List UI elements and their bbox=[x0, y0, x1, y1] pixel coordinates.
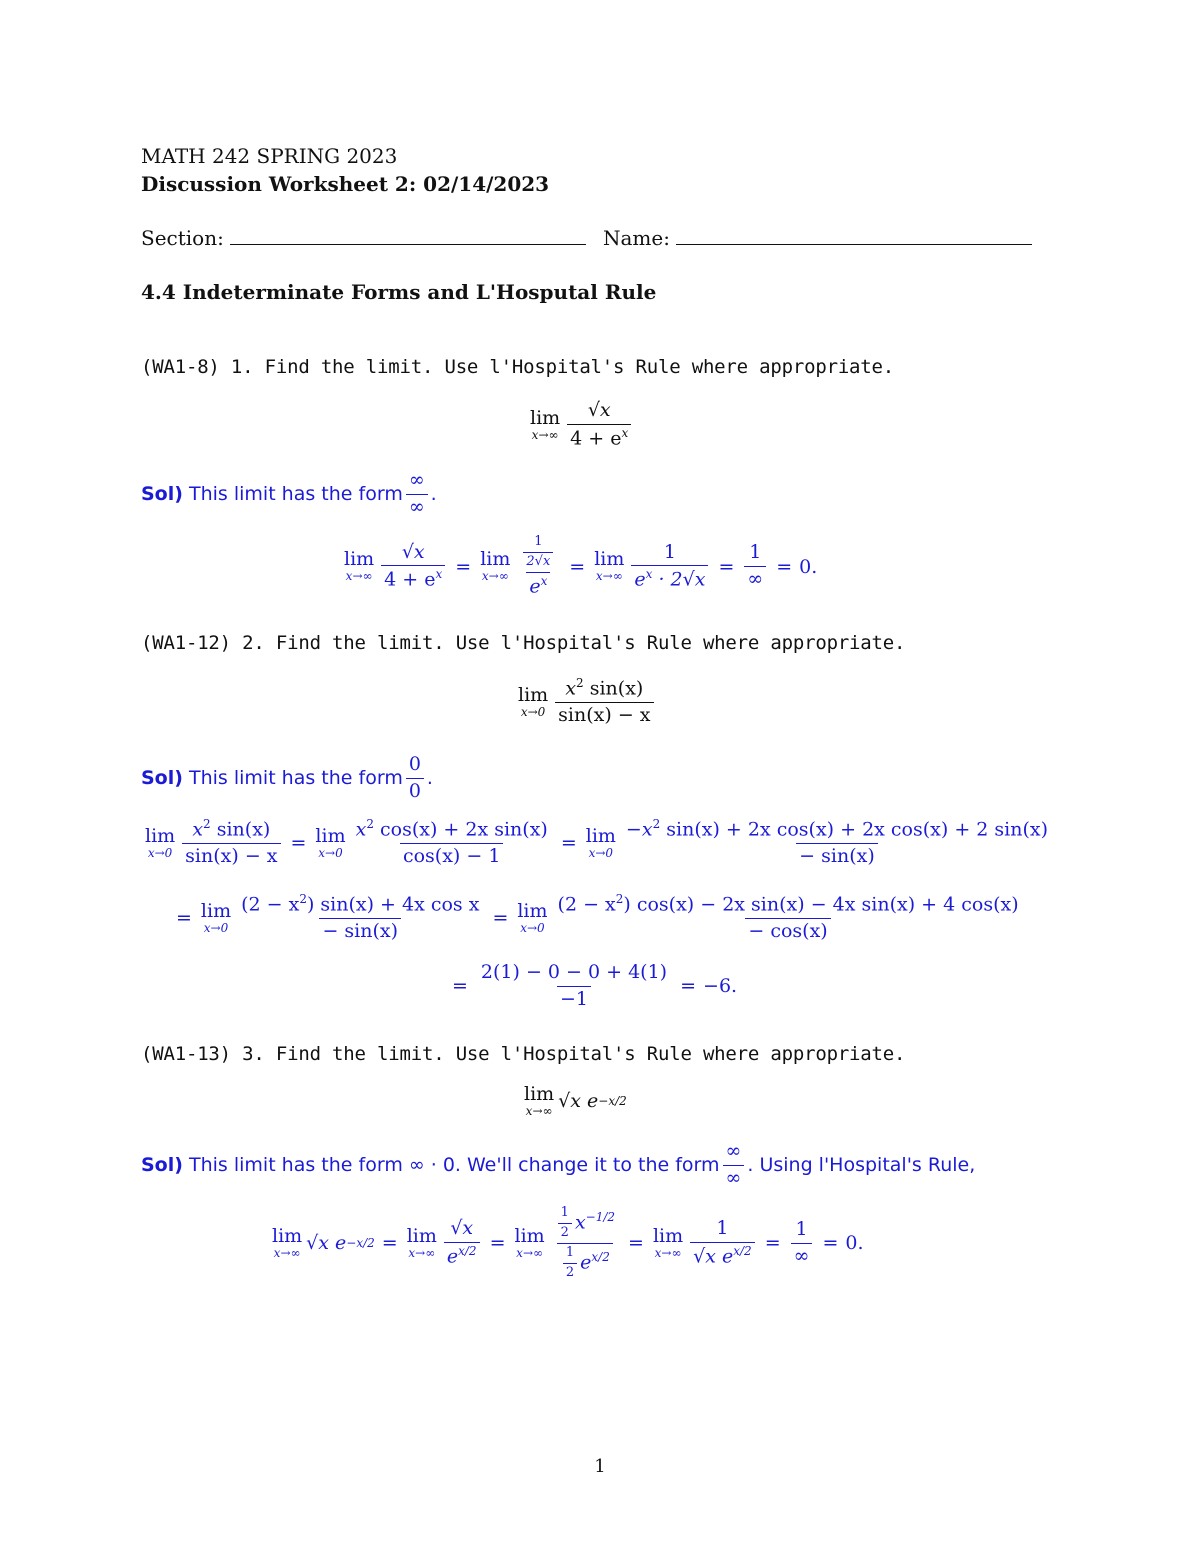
problem-1-expression: lim x→∞ $\frac{√x}{4 + e^x}$ bbox=[528, 400, 634, 450]
problem-2-solution-line-1: lim x→0 $\frac{x^2 \sin(x)}{\sin(x) - x}$ = lim x→0 $\frac{x^2 \cos(x) + 2x \sin(x)}{\cos(x) - 1}$ = lim x→0 $\frac{-x^2 \sin(x) + 2x \cos(x) + 2x \cos(x) + 2 \sin(x)}{- \sin(x)}$ bbox=[145, 817, 1049, 868]
problem-2-solution-intro: Sol) This limit has the form $\frac{0}{0}$ . bbox=[141, 753, 433, 802]
problem-3-prompt: (WA1-13) 3. Find the limit. Use l'Hospital's Rule where appropriate. bbox=[141, 1043, 906, 1065]
course-title: MATH 242 SPRING 2023 bbox=[141, 144, 398, 168]
problem-1-prompt: (WA1-8) 1. Find the limit. Use l'Hospital's Rule where appropriate. bbox=[141, 356, 895, 378]
problem-2-solution-line-2: = lim x→0 $\frac{(2 - x^2) \sin(x) + 4x \cos x}{- \sin(x)}$ = lim x→0 $\frac{(2 - x^2) \cos(x) - 2x \sin(x) - 4x \sin(x) + 4 \cos(x)}{- \cos(x)}$ bbox=[176, 892, 1019, 943]
name-field[interactable] bbox=[603, 226, 1032, 250]
problem-2-prompt: (WA1-12) 2. Find the limit. Use l'Hospital's Rule where appropriate. bbox=[141, 632, 906, 654]
section-blank[interactable] bbox=[230, 243, 586, 245]
section-heading: 4.4 Indeterminate Forms and L'Hosputal Rule bbox=[141, 280, 657, 304]
problem-2-solution-line-3: = $\frac{2(1) - 0 - 0 + 4(1)}{-1}$ = −6. bbox=[452, 961, 738, 1010]
section-field[interactable] bbox=[141, 226, 586, 250]
problem-1-solution-intro: Sol) This limit has the form $\frac{\infty}{\infty}$ . bbox=[141, 469, 437, 518]
worksheet-title: Discussion Worksheet 2: 02/14/2023 bbox=[141, 172, 550, 196]
name-blank[interactable] bbox=[676, 243, 1032, 245]
problem-2-expression: lim x→0 $\frac{x^2 \sin(x)}{\sin(x) - x}$ bbox=[516, 677, 657, 727]
name-label: Name: bbox=[603, 226, 670, 250]
page-number: 1 bbox=[594, 1456, 606, 1477]
problem-1-solution: lim x→∞ $\frac{√x}{4 + e^x}$ = lim x→∞ $\frac{\frac{1}{2√x}}{e^x}$ = lim x→∞ $\frac{1}{e^x \cdot 2√x}$ = $\frac{1}{\infty}$ = 0. bbox=[344, 534, 818, 598]
section-label: Section: bbox=[141, 226, 224, 250]
problem-3-expression: lim x→∞ √x e −x/2 bbox=[524, 1083, 627, 1118]
problem-3-solution: lim x→∞ √x e −x/2 = lim x→∞ $\frac{√x}{e^{x/2}}$ = lim x→∞ $\frac{1}{2}$ $x^{-1/2}$ $\frac{1}{2}$ $e^{x/2}$ = lim x→∞ $\frac{1}{√x e^{x/2}}$ = $\frac{1}{\infty}$ = 0. bbox=[272, 1205, 864, 1280]
problem-3-solution-intro: Sol) This limit has the form ∞ · 0. We'll change it to the form $\frac{\infty}{\infty}$ . Using l'Hospital's Rule, bbox=[141, 1140, 976, 1189]
